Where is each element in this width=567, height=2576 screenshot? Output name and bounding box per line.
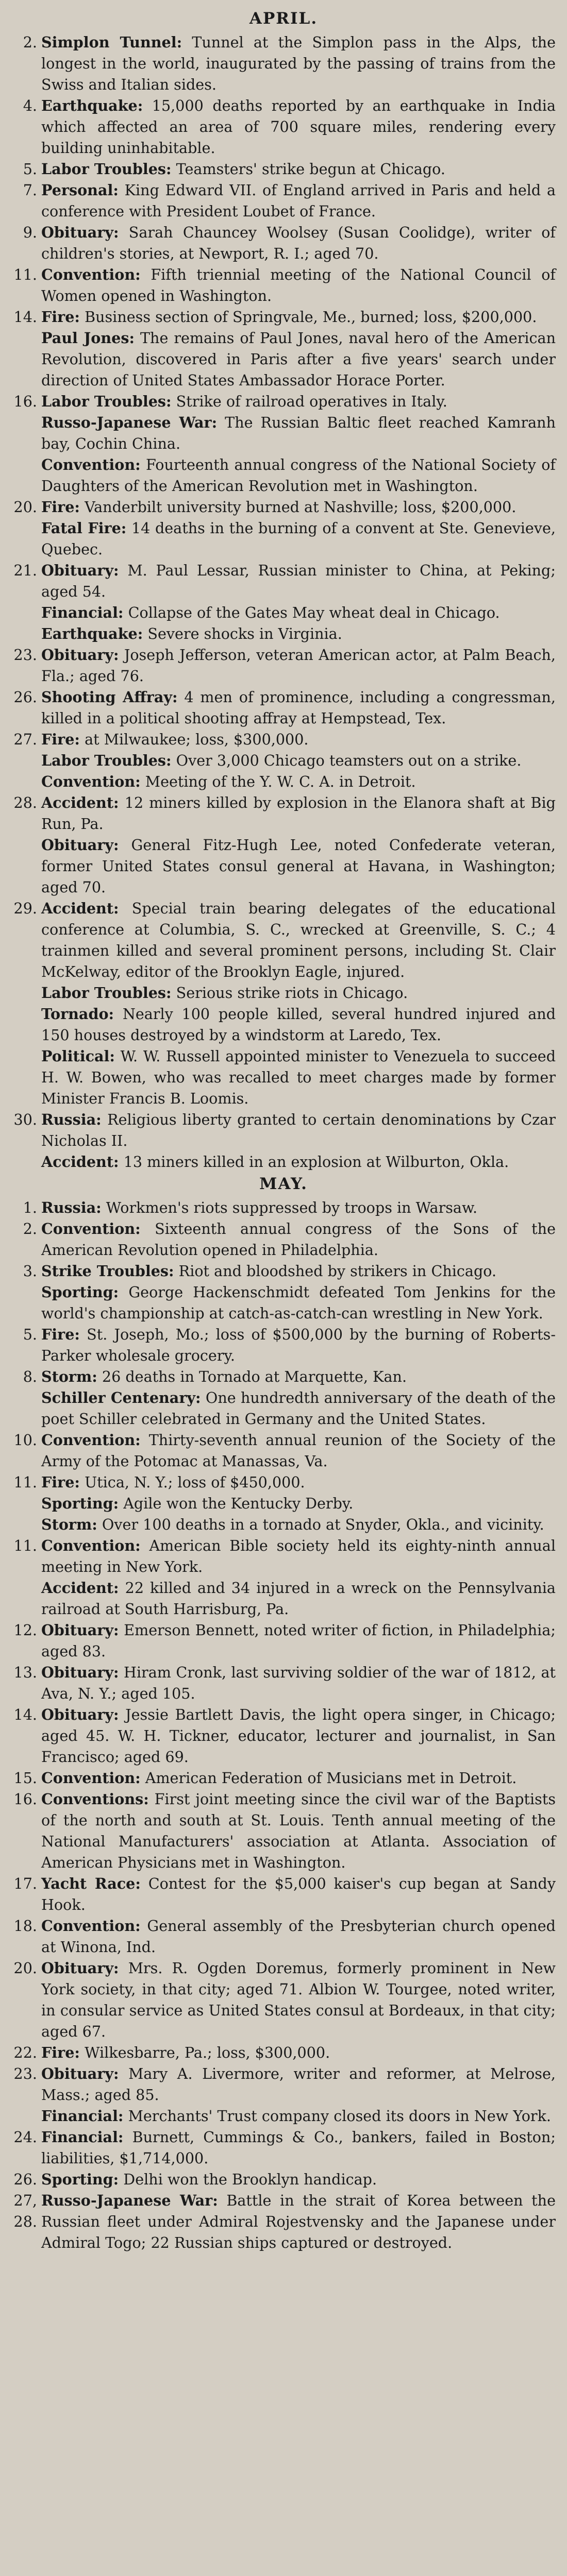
entry-text: General assembly of the Presbyterian church opened at Winona, Ind.: [41, 1917, 556, 1956]
entry-text: 22 killed and 34 injured in a wreck on the Pennsylvania railroad at South Harrisburg, Pa.: [41, 1579, 556, 1618]
entry-label: Convention:: [41, 1431, 141, 1449]
chronology-entry: [11, 1387, 556, 1430]
entry-text: One hundredth anniversary of the death of the poet Schiller celebrated in Germany and the United States.: [41, 1389, 556, 1428]
chronology-entry: [11, 1578, 556, 1620]
chronology-entry: [11, 1514, 556, 1535]
chronology-entry: [11, 1873, 556, 1916]
entry-label: Sporting:: [41, 1495, 119, 1512]
entry-day: 23.: [13, 646, 37, 664]
chronology-entry: [11, 1704, 556, 1768]
entry-day: 26.: [13, 688, 37, 706]
entry-day: 18.: [13, 1917, 37, 1935]
chronology-entry: [11, 1789, 556, 1873]
entry-label: Obituary:: [41, 836, 119, 854]
entry-text: Severe shocks in Virginia.: [147, 625, 342, 642]
entry-label: Russo-Japanese War:: [41, 414, 218, 431]
entry-label: Earthquake:: [41, 625, 143, 642]
chronology-entry: [11, 391, 556, 412]
entry-day: 17.: [13, 1875, 37, 1892]
chronology-entry: [11, 1324, 556, 1366]
entry-text: Battle in the strait of Korea between the Russian fleet under Admiral Rojestvensky and the Japanese under Admiral Togo; 22 Russian ships captured or destroyed.: [41, 2192, 556, 2251]
entry-day: 11.: [13, 266, 37, 283]
entry-label: Financial:: [41, 604, 124, 621]
entry-day: 5.: [23, 160, 37, 178]
chronology-entry: [11, 1916, 556, 1958]
chronology-entry: [11, 1430, 556, 1472]
entry-label: Accident:: [41, 1153, 119, 1171]
entry-label: Accident:: [41, 794, 119, 811]
entry-label: Accident:: [41, 900, 119, 917]
entry-label: Convention:: [41, 1537, 141, 1554]
entry-label: Obituary:: [41, 1664, 119, 1681]
entry-label: Yacht Race:: [41, 1875, 141, 1892]
entry-text: Contest for the $5,000 kaiser's cup began at Sandy Hook.: [41, 1875, 556, 1913]
chronology-entry: [11, 1218, 556, 1261]
chronology-entry: [11, 1535, 556, 1578]
entry-label: Obituary:: [41, 562, 119, 579]
entry-text: Mrs. R. Ogden Doremus, formerly prominent in New York society, in that city; aged 71. Albion W. Tourgee, noted writer, in consular service as United States consul at Bordeaux, in that city; aged 67.: [41, 1959, 556, 2040]
entry-text: Sarah Chauncey Woolsey (Susan Coolidge), writer of children's stories, at Newport, R. I.; aged 70.: [41, 224, 556, 262]
entry-text: 13 miners killed in an explosion at Wilburton, Okla.: [123, 1153, 509, 1171]
entry-text: First joint meeting since the civil war of the Baptists of the north and south at St. Louis. Tenth annual meeting of the National Manufacturers' association at Atlanta. Association of American Physicians met in Washington.: [41, 1790, 556, 1871]
entry-label: Fire:: [41, 2044, 80, 2061]
entry-label: Political:: [41, 1047, 115, 1065]
chronology-entry: [11, 750, 556, 771]
entry-text: Merchants' Trust company closed its doors in New York.: [128, 2107, 552, 2125]
entry-text: Agile won the Kentucky Derby.: [123, 1495, 354, 1512]
entry-label: Convention:: [41, 773, 141, 790]
entry-text: Serious strike riots in Chicago.: [176, 984, 408, 1002]
entry-text: Fifth triennial meeting of the National Council of Women opened in Washington.: [41, 266, 556, 304]
chronology-entry: [11, 497, 556, 518]
entry-text: Vanderbilt university burned at Nashville; loss, $200,000.: [85, 498, 516, 516]
chronology-entry: [11, 1493, 556, 1514]
entry-label: Accident:: [41, 1579, 119, 1597]
entry-label: Fatal Fire:: [41, 519, 127, 537]
entry-text: Hiram Cronk, last surviving soldier of the war of 1812, at Ava, N. Y.; aged 105.: [41, 1664, 556, 1702]
chronology-entry: [11, 1004, 556, 1046]
entry-text: Special train bearing delegates of the educational conference at Columbia, S. C., wrecked at Greenville, S. C.; 4 trainmen killed and several prominent persons, including St. Clair McKelway, editor of the Brooklyn Eagle, injured.: [41, 900, 556, 980]
chronology-entry: [11, 32, 556, 95]
chronology-entry: [11, 1261, 556, 1282]
chronology-entry: [11, 835, 556, 898]
entry-day: 1.: [23, 1199, 37, 1216]
entry-day: 24.: [13, 2128, 37, 2146]
entry-label: Convention:: [41, 266, 141, 283]
entry-text: Strike of railroad operatives in Italy.: [176, 393, 447, 410]
entry-label: Obituary:: [41, 646, 119, 664]
chronology-entry: [11, 645, 556, 687]
chronology-entry: [11, 1662, 556, 1704]
entry-label: Tornado:: [41, 1005, 114, 1023]
entry-label: Financial:: [41, 2128, 124, 2146]
chronology-sections: [11, 8, 556, 2253]
chronology-entry: [11, 454, 556, 497]
entry-text: Burnett, Cummings & Co., bankers, failed in Boston; liabilities, $1,714,000.: [41, 2128, 556, 2167]
entry-text: Over 3,000 Chicago teamsters out on a strike.: [176, 752, 522, 769]
entry-label: Fire:: [41, 1473, 80, 1491]
entry-text: Fourteenth annual congress of the National Society of Daughters of the American Revolution met in Washington.: [41, 456, 556, 495]
entry-day: 15.: [13, 1769, 37, 1787]
entry-text: 15,000 deaths reported by an earthquake in India which affected an area of 700 square miles, rendering every building uninhabitable.: [41, 97, 556, 157]
entry-label: Paul Jones:: [41, 329, 135, 347]
chronology-entry: [11, 1366, 556, 1387]
chronology-entry: [11, 1151, 556, 1173]
chronology-entry: [11, 771, 556, 792]
entry-label: Sporting:: [41, 1283, 119, 1301]
chronology-entry: [11, 2127, 556, 2169]
entry-day: 4.: [23, 97, 37, 114]
chronology-entry: [11, 898, 556, 982]
entry-label: Simplon Tunnel:: [41, 33, 182, 51]
entry-text: Over 100 deaths in a tornado at Snyder, Okla., and vicinity.: [102, 1516, 544, 1533]
chronology-entry: [11, 518, 556, 560]
entry-label: Obituary:: [41, 224, 119, 241]
entry-text: Workmen's riots suppressed by troops in Warsaw.: [106, 1199, 478, 1216]
entry-text: Sixteenth annual congress of the Sons of the American Revolution opened in Philadelphia.: [41, 1220, 556, 1259]
entry-day: 14.: [13, 308, 37, 326]
chronology-entry: [11, 1046, 556, 1109]
entry-text: King Edward VII. of England arrived in Paris and held a conference with President Loubet of France.: [41, 181, 556, 220]
chronology-entry: [11, 328, 556, 391]
chronology-entry: [11, 560, 556, 602]
entry-text: St. Joseph, Mo.; loss of $500,000 by the burning of Roberts-Parker wholesale grocery.: [41, 1326, 556, 1364]
entry-text: 26 deaths in Tornado at Marquette, Kan.: [102, 1368, 407, 1385]
entry-label: Sporting:: [41, 2171, 119, 2188]
entry-day: 2.: [23, 1220, 37, 1238]
entry-text: Mary A. Livermore, writer and reformer, at Melrose, Mass.; aged 85.: [41, 2065, 556, 2104]
entry-text: 14 deaths in the burning of a convent at Ste. Genevieve, Quebec.: [41, 519, 556, 558]
entry-text: Business section of Springvale, Me., burned; loss, $200,000.: [85, 308, 537, 326]
entry-text: Riot and bloodshed by strikers in Chicago.: [178, 1262, 497, 1280]
entry-label: Fire:: [41, 498, 80, 516]
entry-label: Obituary:: [41, 1706, 119, 1723]
chronology-entry: [11, 1472, 556, 1493]
chronology-entry: [11, 1768, 556, 1789]
entry-day: 30.: [13, 1111, 37, 1128]
entry-text: Religious liberty granted to certain denominations by Czar Nicholas II.: [41, 1111, 556, 1149]
entry-text: Utica, N. Y.; loss of $450,000.: [85, 1473, 305, 1491]
entry-day: 22.: [13, 2044, 37, 2061]
entry-label: Labor Troubles:: [41, 160, 172, 178]
entry-text: Teamsters' strike begun at Chicago.: [176, 160, 445, 178]
chronology-entry: [11, 2042, 556, 2063]
entry-text: Joseph Jefferson, veteran American actor, at Palm Beach, Fla.; aged 76.: [41, 646, 556, 685]
chronology-entry: [11, 792, 556, 835]
entry-label: Fire:: [41, 731, 80, 748]
entry-label: Russo-Japanese War:: [41, 2192, 218, 2209]
chronology-entry: [11, 307, 556, 328]
entry-text: Meeting of the Y. W. C. A. in Detroit.: [145, 773, 416, 790]
entry-day: 11.: [13, 1473, 37, 1491]
chronology-entry: [11, 1282, 556, 1324]
entry-text: George Hackenschmidt defeated Tom Jenkins for the world's championship at catch-as-catch-can wrestling in New York.: [41, 1283, 556, 1322]
entry-label: Fire:: [41, 308, 80, 326]
chronology-entry: [11, 2063, 556, 2106]
entry-label: Conventions:: [41, 1790, 149, 1808]
entry-day: 11.: [13, 1537, 37, 1554]
entry-day: 10.: [13, 1431, 37, 1449]
entry-day: 12.: [13, 1621, 37, 1639]
chronology-entry: [11, 1109, 556, 1151]
entry-day: 23.: [13, 2065, 37, 2082]
entry-label: Labor Troubles:: [41, 393, 172, 410]
chronology-entry: [11, 412, 556, 454]
entry-label: Labor Troubles:: [41, 984, 172, 1002]
entry-text: Tunnel at the Simplon pass in the Alps, the longest in the world, inaugurated by the passing of trains from the Swiss and Italian sides.: [41, 33, 556, 93]
chronology-entry: [11, 159, 556, 180]
entry-label: Labor Troubles:: [41, 752, 172, 769]
entry-label: Obituary:: [41, 1959, 119, 1977]
entry-day: 29.: [13, 900, 37, 917]
chronology-entry: [11, 95, 556, 159]
entry-day: 9.: [23, 224, 37, 241]
entry-label: Fire:: [41, 1326, 80, 1343]
chronology-entry: [11, 602, 556, 623]
entry-day: 5.: [23, 1326, 37, 1343]
entry-day: 7.: [23, 181, 37, 199]
entry-day: 20.: [13, 1959, 37, 1977]
entry-text: American Bible society held its eighty-ninth annual meeting in New York.: [41, 1537, 556, 1575]
entry-label: Personal:: [41, 181, 119, 199]
entry-label: Earthquake:: [41, 97, 143, 114]
chronology-entry: [11, 729, 556, 750]
entry-label: Storm:: [41, 1516, 97, 1533]
entry-day: 27.: [13, 731, 37, 748]
entry-day: 13.: [13, 1664, 37, 1681]
entry-text: American Federation of Musicians met in Detroit.: [145, 1769, 517, 1787]
entry-text: Collapse of the Gates May wheat deal in Chicago.: [128, 604, 500, 621]
entry-label: Convention:: [41, 1917, 141, 1935]
chronology-entry: [11, 2106, 556, 2127]
entry-day: 16.: [13, 393, 37, 410]
chronology-entry: [11, 2190, 556, 2253]
entry-label: Russia:: [41, 1199, 102, 1216]
entry-text: Emerson Bennett, noted writer of fiction, in Philadelphia; aged 83.: [41, 1621, 556, 1660]
entry-day: 14.: [13, 1706, 37, 1723]
entry-text: Thirty-seventh annual reunion of the Society of the Army of the Potomac at Manassas, Va.: [41, 1431, 556, 1470]
entry-text: Jessie Bartlett Davis, the light opera singer, in Chicago; aged 45. W. H. Tickner, educator, lecturer and journalist, in San Francisco; aged 69.: [41, 1706, 556, 1766]
entry-label: Obituary:: [41, 1621, 119, 1639]
entry-text: 12 miners killed by explosion in the Elanora shaft at Big Run, Pa.: [41, 794, 556, 833]
entry-text: at Milwaukee; loss, $300,000.: [85, 731, 309, 748]
entry-day: 27, 28.: [13, 2192, 37, 2230]
entry-label: Convention:: [41, 1769, 141, 1787]
entry-label: Storm:: [41, 1368, 97, 1385]
entry-label: Strike Troubles:: [41, 1262, 174, 1280]
chronology-entry: [11, 180, 556, 222]
chronology-entry: [11, 264, 556, 307]
chronology-entry: [11, 1958, 556, 2042]
entry-label: Schiller Centenary:: [41, 1389, 201, 1406]
entry-day: 16.: [13, 1790, 37, 1808]
chronology-entry: [11, 2169, 556, 2190]
chronology-entry: [11, 1197, 556, 1218]
entry-label: Convention:: [41, 456, 141, 473]
chronology-entry: [11, 623, 556, 645]
entry-day: 28.: [13, 794, 37, 811]
entry-text: The Russian Baltic fleet reached Kamranh bay, Cochin China.: [41, 414, 556, 452]
entry-day: 8.: [23, 1368, 37, 1385]
month-heading: MAY.: [259, 1175, 308, 1193]
month-heading: APRIL.: [249, 9, 318, 28]
chronology-entry: [11, 982, 556, 1004]
chronology-entry: [11, 222, 556, 264]
entry-day: 2.: [23, 33, 37, 51]
entry-label: Russia:: [41, 1111, 102, 1128]
entry-day: 21.: [13, 562, 37, 579]
entry-text: Delhi won the Brooklyn handicap.: [123, 2171, 377, 2188]
entry-label: Convention:: [41, 1220, 141, 1238]
entry-text: W. W. Russell appointed minister to Venezuela to succeed H. W. Bowen, who was recalled to meet charges made by former Minister Francis B. Loomis.: [41, 1047, 556, 1107]
entry-label: Financial:: [41, 2107, 124, 2125]
entry-text: M. Paul Lessar, Russian minister to China, at Peking; aged 54.: [41, 562, 556, 600]
entry-day: 3.: [23, 1262, 37, 1280]
entry-text: Wilkesbarre, Pa.; loss, $300,000.: [85, 2044, 330, 2061]
entry-label: Shooting Affray:: [41, 688, 178, 706]
chronology-entry: [11, 687, 556, 729]
entry-text: Nearly 100 people killed, several hundred injured and 150 houses destroyed by a windstorm at Laredo, Tex.: [41, 1005, 556, 1044]
entry-label: Obituary:: [41, 2065, 119, 2082]
entry-day: 20.: [13, 498, 37, 516]
chronology-entry: [11, 1620, 556, 1662]
entry-text: General Fitz-Hugh Lee, noted Confederate veteran, former United States consul general at Havana, in Washington; aged 70.: [41, 836, 556, 896]
entry-text: 4 men of prominence, including a congressman, killed in a political shooting affray at Hempstead, Tex.: [41, 688, 556, 727]
entry-day: 26.: [13, 2171, 37, 2188]
entry-text: The remains of Paul Jones, naval hero of the American Revolution, discovered in Paris after a five years' search under direction of United States Ambassador Horace Porter.: [41, 329, 556, 389]
